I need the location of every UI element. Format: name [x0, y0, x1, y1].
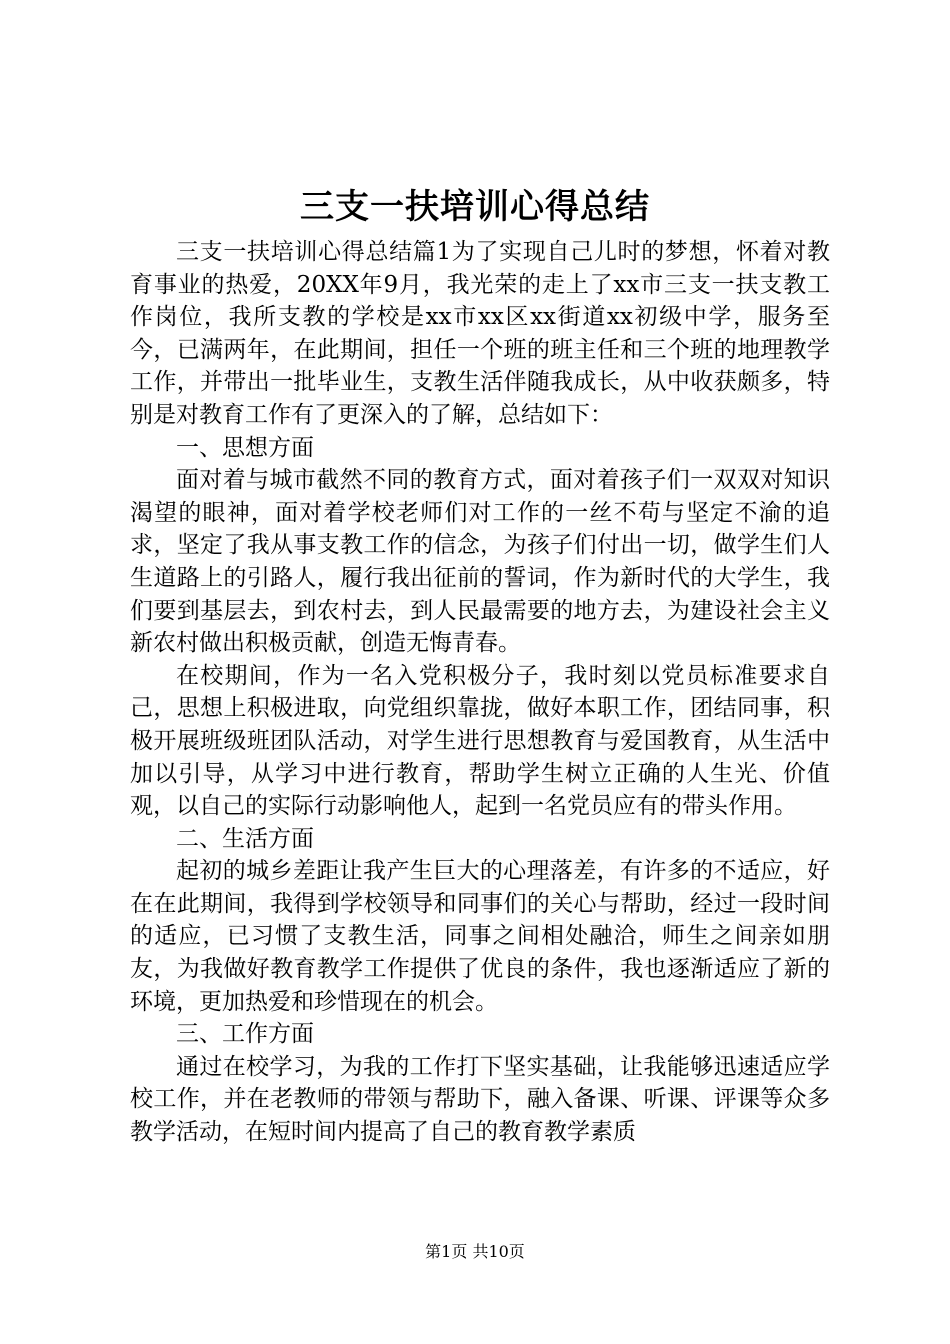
- paragraph-thought-1: 面对着与城市截然不同的教育方式，面对着孩子们一双双对知识渴望的眼神，面对着学校老师们对工作的一丝不苟与坚定不渝的追求，坚定了我从事支教工作的信念，为孩子们付出一切，做学生们人生道路上的引路人，履行我出征前的誓词，作为新时代的大学生，我们要到基层去，到农村去，到人民最需要的地方去，为建设社会主义新农村做出积极贡献，创造无悔青春。: [130, 467, 830, 657]
- document-body: [130, 236, 830, 1149]
- section-heading-thought: 一、思想方面: [176, 434, 314, 461]
- section-heading-work: 三、工作方面: [176, 1021, 314, 1048]
- paragraph-intro: 三支一扶培训心得总结篇1为了实现自己儿时的梦想，怀着对教育事业的热爱，20XX年9月，我光荣的走上了xx市三支一扶支教工作岗位，我所支教的学校是xx市xx区xx街道xx初级中学，服务至今，已满两年，在此期间，担任一个班的班主任和三个班的地理教学工作，并带出一批毕业生，支教生活伴随我成长，从中收获颇多，特别是对教育工作有了更深入的了解，总结如下：: [130, 239, 830, 428]
- section-heading-life: 二、生活方面: [176, 825, 314, 852]
- paragraph-work: 通过在校学习，为我的工作打下坚实基础，让我能够迅速适应学校工作，并在老教师的带领与帮助下，融入备课、听课、评课等众多教学活动，在短时间内提高了自己的教育教学素质: [130, 1053, 830, 1146]
- page-number-footer: 第1页 共10页: [425, 1242, 525, 1261]
- document-title: 三支一扶培训心得总结: [300, 187, 650, 227]
- paragraph-thought-2: 在校期间，作为一名入党积极分子，我时刻以党员标准要求自己，思想上积极进取，向党组织靠拢，做好本职工作，团结同事，积极开展班级班团队活动，对学生进行思想教育与爱国教育，从生活中加以引导，从学习中进行教育，帮助学生树立正确的人生光、价值观，以自己的实际行动影响他人，起到一名党员应有的带头作用。: [130, 662, 830, 820]
- paragraph-life: 起初的城乡差距让我产生巨大的心理落差，有许多的不适应，好在在此期间，我得到学校领导和同事们的关心与帮助，经过一段时间的适应，已习惯了支教生活，同事之间相处融洽，师生之间亲如朋友，为我做好教育教学工作提供了优良的条件，我也逐渐适应了新的环境，更加热爱和珍惜现在的机会。: [130, 858, 830, 1015]
